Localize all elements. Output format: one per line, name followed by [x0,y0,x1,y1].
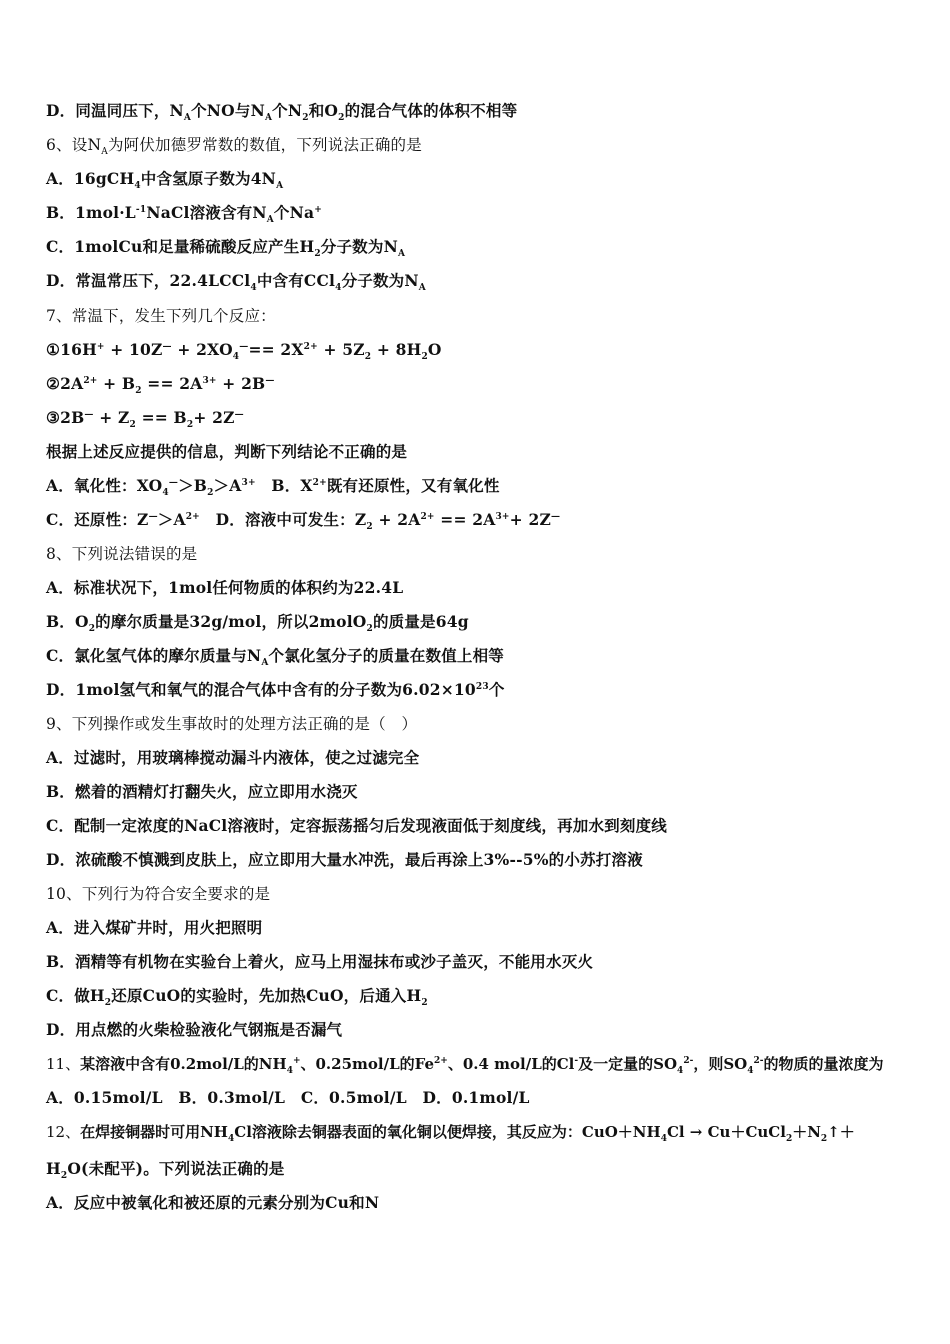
q7-prompt: 根据上述反应提供的信息，判断下列结论不正确的是 [46,442,408,461]
q11-options: A．0.15mol/L B．0.3mol/L C．0.5mol/L D．0.1mol/L [46,1088,530,1107]
q12-stem-line-1: 12、在焊接铜器时可用$NH_4Cl$溶液除去铜器表面的氧化铜以便焊接，其反应为：$CuO+NH_4Cl$ → $Cu+CuCl_2+N_2↑+$ [46,1123,855,1144]
q11-stem: 11、某溶液中含有0.2mol/L的$NH_4^+$、0.25mol/L的$Fe^{2+}$、0.4 mol/L的Cl-及一定量的$SO_4^{2-}$，则$SO_4^{2-}$的物质的量浓度为 [46,1055,884,1076]
q8-option-a: A．标准状况下，1mol任何物质的体积约为22.4L [46,578,404,597]
q12-option-a: A．反应中被氧化和被还原的元素分别为Cu和N [46,1193,380,1212]
q9-option-a: A．过滤时，用玻璃棒搅动漏斗内液体，使之过滤完全 [46,748,420,767]
q7-reaction-1: ①16H+ + $10Z^— + 2XO_4^—== 2X^{2+} + 5Z_2 + 8H_2O$ [46,340,442,363]
q8-stem: 8、下列说法错误的是 [46,545,198,563]
q6-option-b: B．$1mol\cdot L^{-1}NaCl$溶液含有$N_A$个Na+ [46,203,322,226]
q8-option-c: C．氯化氢气体的摩尔质量与$N_A$个氯化氢分子的质量在数值上相等 [46,646,505,669]
q7-stem: 7、常温下，发生下列几个反应： [46,307,276,325]
q10-option-a: A．进入煤矿井时，用火把照明 [46,918,263,937]
q9-option-d: D．浓硫酸不慎溅到皮肤上，应立即用大量水冲洗，最后再涂上3%--5%的小苏打溶液 [46,850,643,869]
q8-option-d: D．1mol氢气和氧气的混合气体中含有的分子数为$6.02\times 10^{23}$个 [46,680,505,699]
q6-stem: 6、设$N_A$为阿伏加德罗常数的数值，下列说法正确的是 [46,136,422,158]
q9-option-c: C．配制一定浓度的NaCl溶液时，定容振荡摇匀后发现液面低于刻度线，再加水到刻度线 [46,816,667,835]
q5-option-d: D．同温同压下，$N_A$个NO与$N_A$个$N_2$和$O_2$的混合气体的体积不相等 [46,101,518,124]
q10-option-d: D．用点燃的火柴检验液化气钢瓶是否漏气 [46,1020,343,1039]
q10-stem: 10、下列行为符合安全要求的是 [46,885,271,903]
q7-options-cd: C．还原性：$Z^—>A^{2+}$ D．溶液中可发生：$Z_2 + 2A^{2+} == 2A^{3+}+ 2Z^—$ [46,510,561,533]
q6-option-c: C．1molCu和足量稀硫酸反应产生$H_2$分子数为$N_A$ [46,237,406,260]
q12-stem-line-2: $H_2O$(未配平)。下列说法正确的是 [46,1159,285,1182]
q9-stem: 9、下列操作或发生事故时的处理方法正确的是（ ） [46,715,418,733]
q9-option-b: B．燃着的酒精灯打翻失火，应立即用水浇灭 [46,782,358,801]
q10-option-c: C．做$H_2$还原CuO的实验时，先加热CuO，后通入$H_2$ [46,986,428,1009]
q10-option-b: B．酒精等有机物在实验台上着火，应马上用湿抹布或沙子盖灭，不能用水灭火 [46,952,594,971]
q6-option-d: D．常温常压下，22.4LCCl$_4$中含有CCl$_4$分子数为$N_A$ [46,271,426,294]
q8-option-b: B．$O_2$的摩尔质量是32g/mol，所以2molO$_2$的质量是64g [46,612,469,635]
q7-options-ab: A．氧化性：$XO_4^—>B_2>A^{3+}$ B．$X^{2+}$既有还原性，又有氧化性 [46,476,500,499]
q7-reaction-2: $②2A^{2+} + B_2 == 2A^{3+} + 2B^—$ [46,374,275,397]
q6-option-a: A．16gCH$_4$中含氢原子数为$4N_A$ [46,169,284,192]
q7-reaction-3: ③2B— + $Z_2 == B_2+ 2Z^—$ [46,408,244,431]
